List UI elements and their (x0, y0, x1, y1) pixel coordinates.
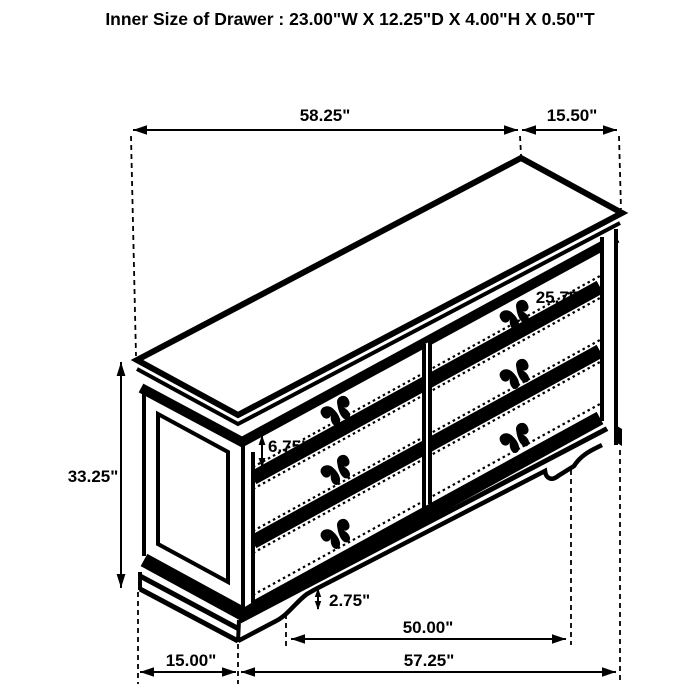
label-base-inner-width: 50.00" (402, 618, 454, 637)
left-panel-inset (158, 414, 228, 582)
label-foot-clearance: 2.75" (329, 591, 371, 610)
rail-bottom (144, 418, 600, 614)
center-stile (423, 340, 431, 508)
right-post (602, 229, 616, 445)
base-front-apron (238, 445, 602, 641)
left-post (243, 446, 253, 609)
label-top-depth: 15.50" (546, 106, 598, 125)
label-drawer-diagonal: 25.75" (535, 288, 587, 307)
label-overall-height: 33.25" (67, 467, 119, 486)
diagram-title: Inner Size of Drawer : 23.00"W X 12.25"D X 4.00"H X 0.50"T (105, 9, 595, 29)
label-base-front-width: 57.25" (403, 651, 455, 670)
label-side-depth: 15.00" (165, 651, 217, 670)
label-top-width: 58.25" (299, 106, 351, 125)
dresser-figure (137, 158, 622, 642)
label-drawer-front-height: 6.75" (268, 437, 310, 456)
